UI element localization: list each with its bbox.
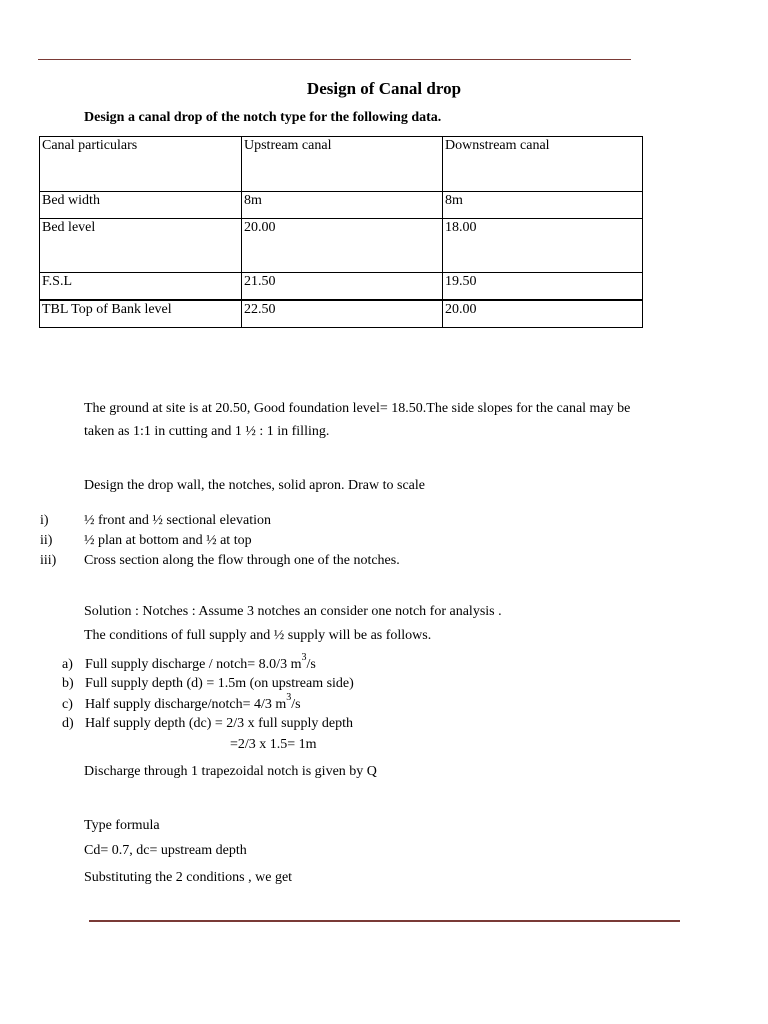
header-rule xyxy=(38,59,631,60)
superscript: 3 xyxy=(286,692,292,704)
paragraph-line: Discharge through 1 trapezoidal notch is given by Q xyxy=(84,764,377,779)
table-cell: 20.00 xyxy=(242,219,443,273)
table-row xyxy=(40,273,643,301)
list-marker: i) xyxy=(40,513,49,528)
list-item: Half supply depth (dc) = 2/3 x full supply depth xyxy=(85,716,354,731)
canal-data-table xyxy=(39,136,643,328)
superscript: 3 xyxy=(301,652,307,664)
table-cell: 19.50 xyxy=(443,273,643,301)
list-item: Full supply depth (d) = 1.5m (on upstream side) xyxy=(85,676,354,691)
footer-rule xyxy=(89,920,680,922)
solution-line: Solution : Notches : Assume 3 notches an consider one notch for analysis . xyxy=(84,604,502,619)
paragraph-line: Substituting the 2 conditions , we get xyxy=(84,870,293,885)
table-cell: 8m xyxy=(242,192,443,219)
paragraph-line: taken as 1:1 in cutting and 1 ½ : 1 in filling. xyxy=(84,424,330,439)
list-marker: a) xyxy=(62,657,73,672)
list-item: ½ plan at bottom and ½ at top xyxy=(84,533,252,548)
table-cell: 21.50 xyxy=(242,273,443,301)
list-item-continuation: =2/3 x 1.5= 1m xyxy=(230,737,317,752)
intro-text: Design a canal drop of the notch type for the following data. xyxy=(84,110,442,125)
list-item-text: Half supply discharge/notch= 4/3 m xyxy=(85,697,287,712)
solution-line: The conditions of full supply and ½ supply will be as follows. xyxy=(84,628,432,643)
list-marker: iii) xyxy=(40,553,57,568)
table-cell: 8m xyxy=(443,192,643,219)
paragraph-line: Cd= 0.7, dc= upstream depth xyxy=(84,843,247,858)
paragraph-line: Type formula xyxy=(84,818,160,833)
table-cell: Bed level xyxy=(40,219,242,273)
table-cell: F.S.L xyxy=(40,273,242,301)
table-row xyxy=(40,219,643,273)
table-cell: Bed width xyxy=(40,192,242,219)
table-header-row xyxy=(40,137,643,192)
list-marker: ii) xyxy=(40,533,53,548)
list-marker: c) xyxy=(62,697,73,712)
table-header-cell: Canal particulars xyxy=(40,137,242,192)
paragraph-line: Design the drop wall, the notches, solid apron. Draw to scale xyxy=(84,478,425,493)
paragraph-line: The ground at site is at 20.50, Good foundation level= 18.50.The side slopes for the canal may be xyxy=(84,401,631,416)
table-cell: 20.00 xyxy=(443,300,643,328)
table-header-cell: Upstream canal xyxy=(242,137,443,192)
table-cell: 18.00 xyxy=(443,219,643,273)
list-item: Cross section along the flow through one of the notches. xyxy=(84,553,400,568)
table-header-cell: Downstream canal xyxy=(443,137,643,192)
list-marker: b) xyxy=(62,676,74,691)
list-item: ½ front and ½ sectional elevation xyxy=(84,513,271,528)
table-cell: TBL Top of Bank level xyxy=(40,300,242,328)
table-row xyxy=(40,192,643,219)
table-cell: 22.50 xyxy=(242,300,443,328)
list-item xyxy=(85,652,316,673)
list-marker: d) xyxy=(62,716,74,731)
table-row xyxy=(40,300,643,328)
list-item-suffix: /s xyxy=(306,657,316,672)
page-title: Design of Canal drop xyxy=(306,79,462,98)
list-item xyxy=(85,692,301,713)
list-item-text: Full supply discharge / notch= 8.0/3 m xyxy=(85,657,302,672)
list-item-suffix: /s xyxy=(291,697,301,712)
